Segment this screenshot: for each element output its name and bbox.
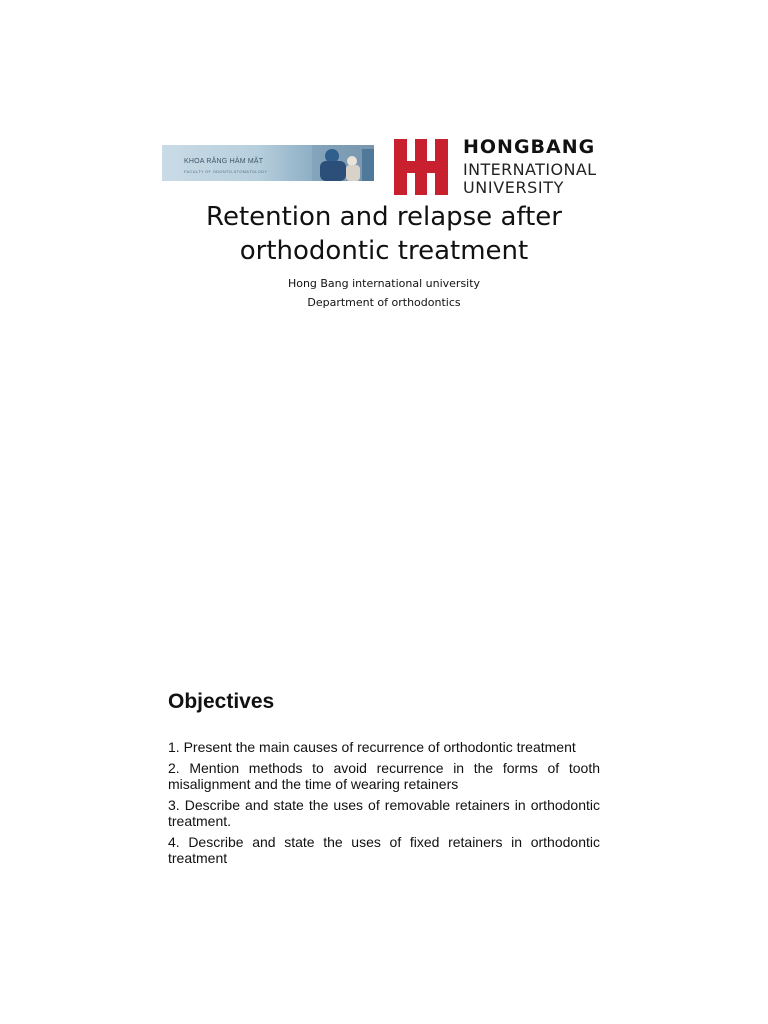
objective-item: 2. Mention methods to avoid recurrence in the forms of tooth misalignment and the time of wearing retainers — [168, 760, 600, 792]
dentist-photo-icon — [162, 145, 374, 181]
document-title-line1: Retention and relapse after — [206, 202, 562, 232]
objective-item: 4. Describe and state the uses of fixed retainers in orthodontic treatment — [168, 834, 600, 866]
university-name-line3: UNIVERSITY — [463, 178, 564, 197]
department-name: Department of orthodontics — [307, 296, 461, 309]
objective-item: 3. Describe and state the uses of removable retainers in orthodontic treatment. — [168, 797, 600, 829]
faculty-banner — [162, 145, 374, 181]
faculty-banner-title: KHOA RĂNG HÀM MẶT — [184, 158, 264, 165]
document-title-line2: orthodontic treatment — [239, 236, 529, 266]
university-name-line2: INTERNATIONAL — [463, 160, 597, 179]
hongbang-logo-icon — [394, 139, 448, 195]
objectives-list — [168, 739, 600, 871]
university-name-line1: HONGBANG — [463, 136, 596, 158]
objectives-heading: Objectives — [168, 690, 275, 713]
objective-item: 1. Present the main causes of recurrence of orthodontic treatment — [168, 739, 576, 755]
institution-name: Hong Bang international university — [287, 277, 481, 290]
faculty-banner-subtitle: FACULTY OF ODONTO-STOMATOLOGY — [184, 169, 268, 174]
